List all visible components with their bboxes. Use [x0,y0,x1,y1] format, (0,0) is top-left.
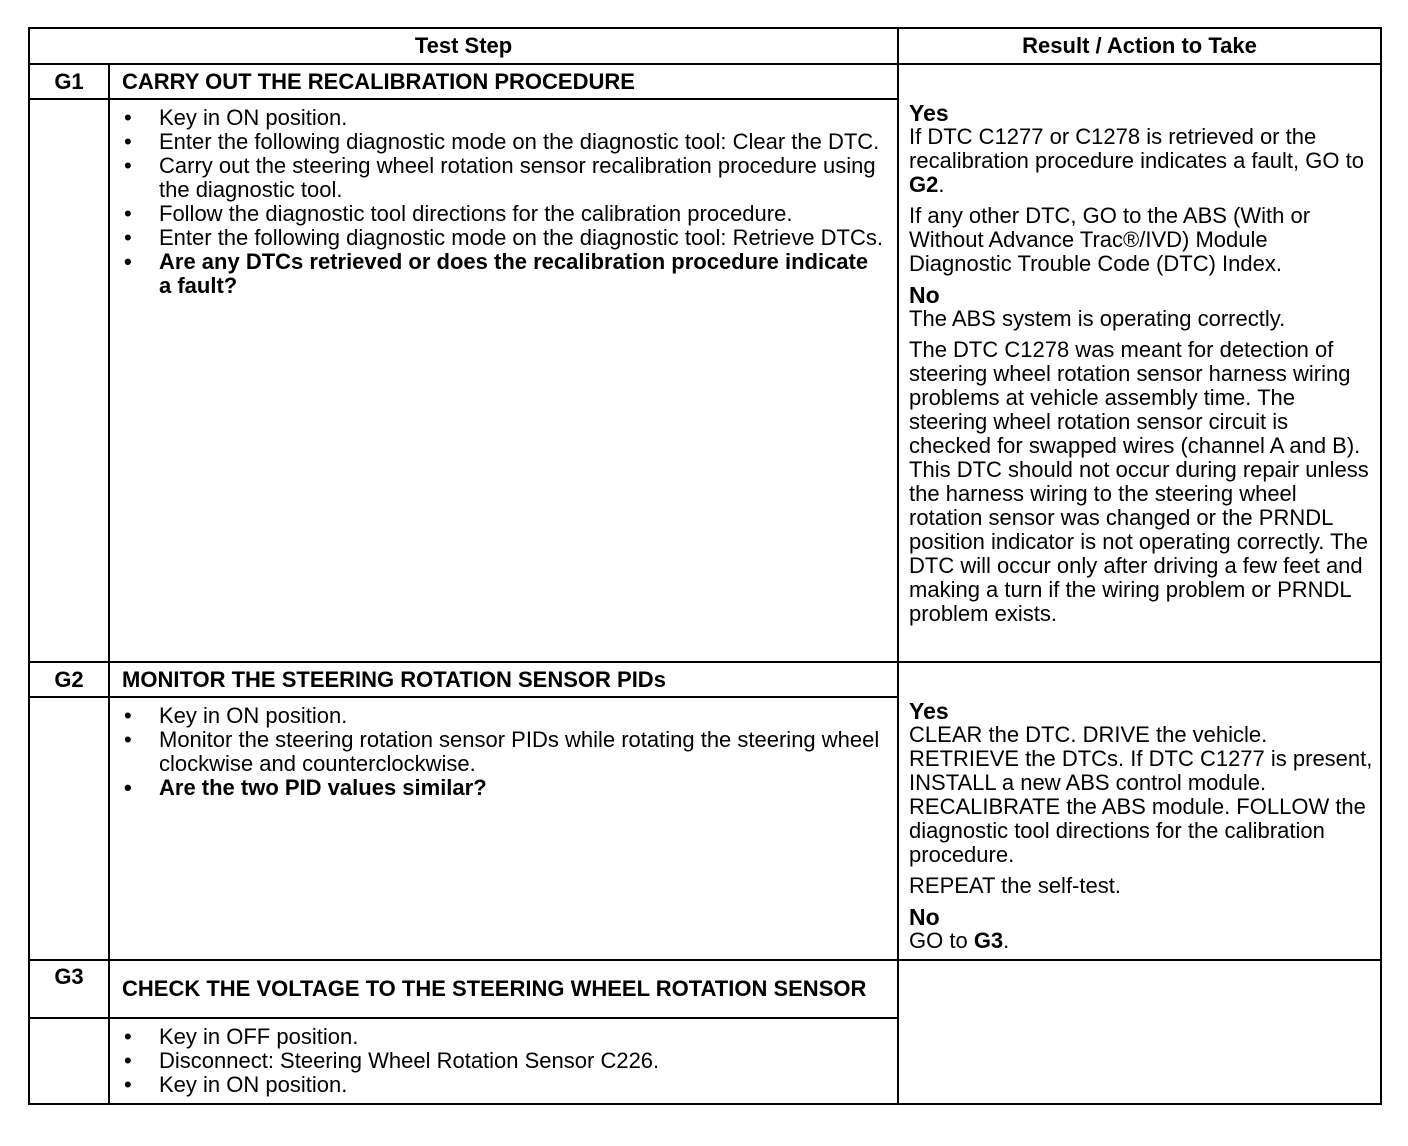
header-result-action: Result / Action to Take [898,28,1381,64]
step-body [109,99,898,662]
no-text: GO to G3. [909,928,1010,953]
step-id: G2 [29,662,109,697]
list-item: • Enter the following diagnostic mode on the diagnostic tool: Retrieve DTCs. [124,226,885,250]
yes-text-secondary: REPEAT the self-test. [909,873,1121,898]
yes-label: Yes [909,698,949,724]
list-item: • Key in ON position. [124,106,885,130]
no-text: The ABS system is operating correctly. [909,306,1286,331]
yes-text-secondary: If any other DTC, GO to the ABS (With or Without Advance Trac®/IVD) Module Diagnostic Trouble Code (DTC) Index. [909,203,1311,276]
step-title: CARRY OUT THE RECALIBRATION PROCEDURE [109,64,898,99]
step-id-spacer [29,99,109,662]
step-question: • Are any DTCs retrieved or does the recalibration procedure indicate a fault? [124,250,885,298]
yes-text: If DTC C1277 or C1278 is retrieved or the recalibration procedure indicates a fault, GO to G2. [909,124,1364,197]
result-cell [898,662,1381,960]
yes-text: CLEAR the DTC. DRIVE the vehicle. RETRIEVE the DTCs. If DTC C1277 is present, INSTALL a new ABS control module. RECALIBRATE the ABS module. FOLLOW the diagnostic tool directions for the calibration procedure. [909,722,1373,867]
list-item: • Key in ON position. [124,704,885,728]
yes-label: Yes [909,100,949,126]
step-id-spacer [29,697,109,960]
step-title-row [29,64,1381,99]
list-item: • Carry out the steering wheel rotation sensor recalibration procedure using the diagnostic tool. [124,154,885,202]
step-id-spacer [29,1018,109,1104]
step-id: G3 [29,960,109,1018]
step-body [109,1018,898,1104]
result-cell [898,64,1381,662]
table-header-row [29,28,1381,64]
result-cell [898,960,1381,1104]
step-bullet-list [124,1025,885,1097]
step-question: • Are the two PID values similar? [124,776,885,800]
step-bullet-list [124,106,885,298]
list-item: • Follow the diagnostic tool directions for the calibration procedure. [124,202,885,226]
header-test-step: Test Step [29,28,898,64]
goto-link: G2 [909,172,939,197]
step-title: MONITOR THE STEERING ROTATION SENSOR PIDs [109,662,898,697]
list-item: • Disconnect: Steering Wheel Rotation Sensor C226. [124,1049,885,1073]
list-item: • Key in ON position. [124,1073,885,1097]
list-item: • Key in OFF position. [124,1025,885,1049]
no-label: No [909,904,940,930]
goto-link: G3 [973,928,1004,953]
step-title-row [29,960,1381,1018]
no-label: No [909,282,940,308]
diagnostic-test-table [28,27,1382,1105]
step-title-row [29,662,1381,697]
list-item: • Enter the following diagnostic mode on the diagnostic tool: Clear the DTC. [124,130,885,154]
no-text-secondary: The DTC C1278 was meant for detection of steering wheel rotation sensor harness wiring problems at vehicle assembly time. The steering wheel rotation sensor circuit is checked for swapped wires (channel A and B). This DTC should not occur during repair unless the harness wiring to the steering wheel rotation sensor was changed or the PRNDL position indicator is not operating correctly. The DTC will occur only after driving a few feet and making a turn if the wiring problem or PRNDL problem exists. [909,337,1369,626]
step-id: G1 [29,64,109,99]
step-title: CHECK THE VOLTAGE TO THE STEERING WHEEL ROTATION SENSOR [109,960,898,1018]
step-body [109,697,898,960]
list-item: • Monitor the steering rotation sensor PIDs while rotating the steering wheel clockwise and counterclockwise. [124,728,885,776]
step-bullet-list [124,704,885,800]
